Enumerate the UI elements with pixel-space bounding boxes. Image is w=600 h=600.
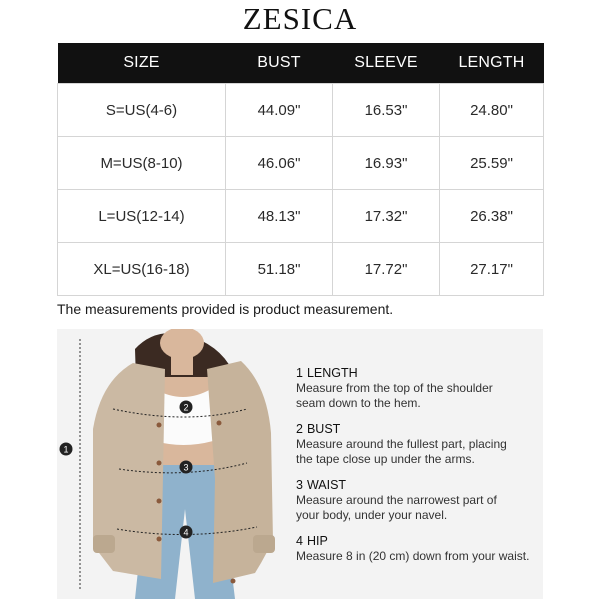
cell-length: 27.17": [440, 243, 544, 296]
marker-2-icon: [180, 401, 193, 414]
step-bust: [296, 422, 541, 467]
neck-shape: [171, 351, 193, 375]
marker-1-icon: [60, 443, 73, 456]
step-description-line: Measure around the narrowest part of: [296, 493, 497, 507]
model-figure-illustration: [57, 329, 287, 599]
step-number: 1: [296, 366, 303, 380]
step-title: BUST: [306, 422, 341, 436]
cell-sleeve: 17.72": [333, 243, 440, 296]
svg-text:2: 2: [183, 402, 189, 413]
measurement-guide-panel: [57, 329, 543, 599]
right-cuff: [253, 535, 275, 553]
header-bust: BUST: [226, 43, 333, 84]
svg-text:1: 1: [63, 444, 69, 455]
svg-text:4: 4: [183, 527, 189, 538]
measurement-note: The measurements provided is product measurement.: [57, 301, 394, 317]
cell-sleeve: 16.53": [333, 84, 440, 137]
cell-bust: 44.09": [226, 84, 333, 137]
step-description-line: seam down to the hem.: [296, 396, 421, 410]
cell-bust: 48.13": [226, 190, 333, 243]
marker-3-icon: [180, 461, 193, 474]
cardigan-button: [157, 461, 162, 466]
step-number: 3: [296, 478, 303, 492]
step-number: 2: [296, 422, 303, 436]
cardigan-button: [217, 421, 222, 426]
cell-length: 26.38": [440, 190, 544, 243]
table-row: [58, 137, 544, 190]
cell-bust: 46.06": [226, 137, 333, 190]
step-description-line: Measure around the fullest part, placing: [296, 437, 507, 451]
cell-size: S=US(4-6): [58, 84, 226, 137]
svg-text:3: 3: [183, 462, 189, 473]
step-title: LENGTH: [306, 366, 358, 380]
step-waist: [296, 478, 541, 523]
cell-length: 24.80": [440, 84, 544, 137]
table-row: [58, 243, 544, 296]
cell-size: M=US(8-10): [58, 137, 226, 190]
step-length: [296, 366, 541, 411]
cardigan-button: [231, 579, 236, 584]
marker-4-icon: [180, 526, 193, 539]
step-hip: [296, 534, 541, 564]
step-title: WAIST: [306, 478, 347, 492]
cell-size: L=US(12-14): [58, 190, 226, 243]
header-sleeve: SLEEVE: [333, 43, 440, 84]
step-description-line: Measure from the top of the shoulder: [296, 381, 493, 395]
header-length: LENGTH: [440, 43, 544, 84]
table-header-row: [58, 43, 544, 84]
cell-sleeve: 17.32": [333, 190, 440, 243]
cell-length: 25.59": [440, 137, 544, 190]
table-row: [58, 84, 544, 137]
brand-logo: ZESICA: [242, 1, 358, 36]
cardigan-button: [157, 499, 162, 504]
step-description-line: Measure 8 in (20 cm) down from your waist.: [296, 549, 530, 563]
cell-sleeve: 16.93": [333, 137, 440, 190]
cell-size: XL=US(16-18): [58, 243, 226, 296]
measurement-steps: [296, 366, 541, 575]
table-row: [58, 190, 544, 243]
cell-bust: 51.18": [226, 243, 333, 296]
header-size: SIZE: [58, 43, 226, 84]
size-chart-table: [57, 43, 544, 296]
step-description-line: the tape close up under the arms.: [296, 452, 475, 466]
step-title: HIP: [306, 534, 328, 548]
left-cuff: [93, 535, 115, 553]
step-description-line: your body, under your navel.: [296, 508, 448, 522]
cardigan-button: [157, 537, 162, 542]
step-number: 4: [296, 534, 303, 548]
cardigan-button: [157, 423, 162, 428]
